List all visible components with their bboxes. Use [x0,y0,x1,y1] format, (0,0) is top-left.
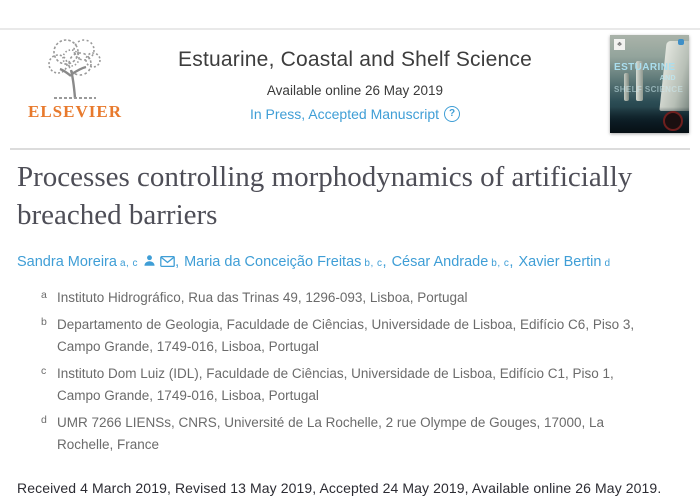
available-online-date: Available online 26 May 2019 [266,83,444,98]
author-link[interactable] [17,253,175,270]
cover-elsevier-mini-logo: ♣ [614,39,625,50]
cover-title-line1: ESTUARINE [614,62,676,73]
affiliation-list [17,287,683,456]
author-affil-sup: a, c [119,258,139,269]
cover-corner-mark [678,39,684,45]
affiliation-text: Instituto Dom Luiz (IDL), Faculdade de Ciências, Universidade de Lisboa, Edifício C1, Piso 1, Campo Grande, 1749-016, Lisboa, Portugal [57,366,614,403]
article-title: Processes controlling morphodynamics of artificially breached barriers [17,161,633,231]
author-affil-sup: d [604,257,611,269]
author-name: Maria da Conceição Freitas [184,253,362,270]
in-press-label: In Press, Accepted Manuscript [249,106,440,122]
affiliation-label: a [41,289,47,301]
affiliation-item [17,363,683,407]
affiliation-label: d [41,414,47,426]
journal-heading-block [150,48,560,124]
author-list [17,253,683,270]
elsevier-wordmark: ELSEVIER [28,102,122,121]
author-affil-sup: b, c [364,257,383,269]
author-name: César Andrade [391,253,489,270]
affiliation-item [17,287,683,309]
author-link[interactable] [184,254,382,270]
author-separator: , [382,253,387,270]
journal-title[interactable]: Estuarine, Coastal and Shelf Science [178,48,532,71]
cover-title-text [614,62,686,95]
author-link[interactable] [392,254,510,270]
affiliation-label: b [41,316,47,328]
affiliation-label: c [41,365,47,377]
affiliation-text: Departamento de Geologia, Faculdade de Ciências, Universidade de Lisboa, Edifício C6, Piso 3, Campo Grande, 1749-016, Lisboa, Portugal [57,317,635,354]
cover-title-line3: SHELF SCIENCE [614,85,684,94]
article-dates-line: Received 4 March 2019, Revised 13 May 2019, Accepted 24 May 2019, Available online 26 May 2019. [17,480,662,496]
help-question-icon[interactable]: ? [444,106,460,122]
journal-header [0,30,700,148]
journal-cover-thumbnail[interactable] [610,35,689,133]
person-icon[interactable] [143,254,156,271]
affiliation-text: UMR 7266 LIENSs, CNRS, Université de La Rochelle, 2 rue Olympe de Gouges, 17000, La Rochelle, France [57,415,605,452]
in-press-status[interactable] [250,106,460,122]
elsevier-logo[interactable] [20,36,130,122]
header-divider [10,148,690,150]
author-link[interactable] [518,254,610,270]
cover-boat-shape [663,111,683,131]
article-block [17,158,683,496]
author-name: Xavier Bertin [518,253,602,270]
author-name: Sandra Moreira [17,254,117,270]
affiliation-text: Instituto Hidrográfico, Rua das Trinas 49, 1296-093, Lisboa, Portugal [57,290,468,305]
affiliation-item [17,412,683,456]
author-affil-sup: b, c [491,257,510,269]
author-separator: , [175,253,180,270]
affiliation-item [17,314,683,358]
elsevier-tree-icon [36,36,114,100]
author-separator: , [509,253,514,270]
envelope-icon[interactable] [160,255,175,271]
cover-title-line2: AND [659,75,676,82]
